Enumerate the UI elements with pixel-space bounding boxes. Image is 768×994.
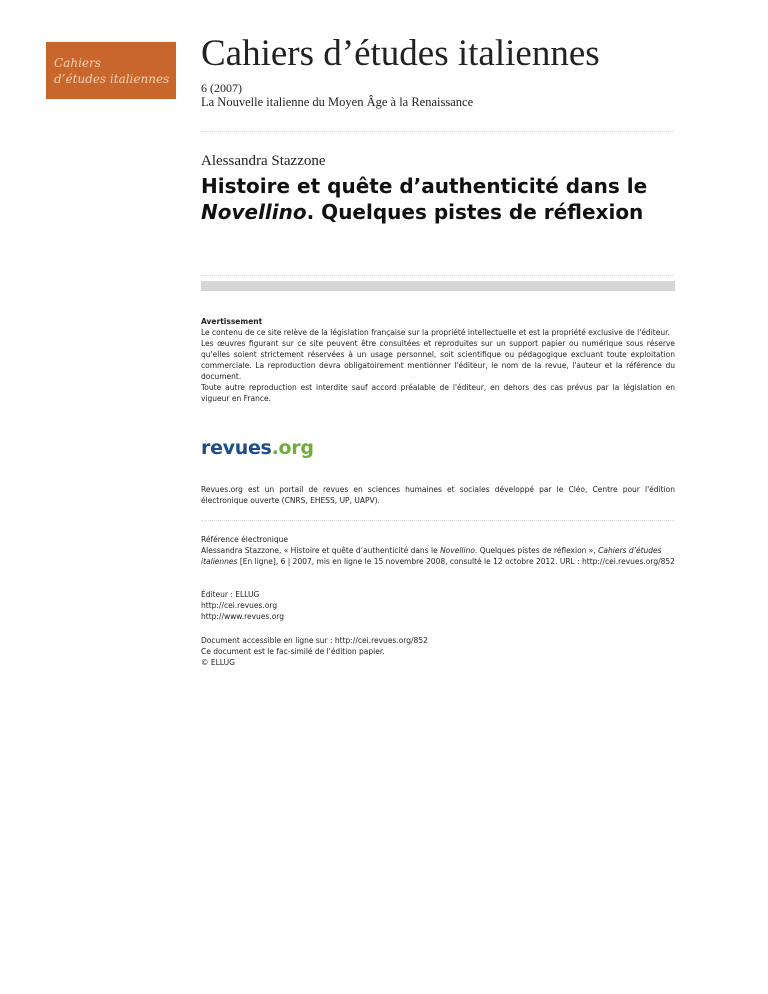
reference-part: Alessandra Stazzone, « Histoire et quête d’authenticité dans le bbox=[201, 546, 441, 555]
reference-part: [En ligne], 6 | 2007, mis en ligne le 15 novembre 2008, consulté le 12 octobre 2012. URL : http://cei.revues.org/852 bbox=[237, 557, 675, 566]
notice-heading: Avertissement bbox=[201, 317, 263, 326]
article-title bbox=[201, 173, 681, 225]
article-author: Alessandra Stazzone bbox=[201, 153, 326, 169]
journal-title: Cahiers d’études italiennes bbox=[201, 33, 600, 74]
electronic-reference bbox=[201, 534, 675, 567]
logo-line-2: d’études italiennes bbox=[54, 72, 170, 86]
notice-paragraph: Le contenu de ce site relève de la législation française sur la propriété intellectuelle et est la propriété exclusive de l'éditeur. bbox=[201, 328, 670, 337]
portal-description: Revues.org est un portail de revues en sciences humaines et sociales développé par le Cléo, Centre pour l'édition électronique ouverte (CNRS, EHESS, UP, UAPV). bbox=[201, 485, 675, 505]
access-url[interactable]: Document accessible en ligne sur : http://cei.revues.org/852 bbox=[201, 636, 428, 645]
article-title-part-2: . Quelques pistes de réflexion bbox=[306, 200, 644, 224]
editor-label: Éditeur : ELLUG bbox=[201, 590, 260, 599]
editor-url-revues[interactable]: http://www.revues.org bbox=[201, 612, 285, 621]
article-title-italic: Novellino bbox=[201, 200, 307, 224]
logo-line-1: Cahiers bbox=[54, 56, 101, 70]
reference-italic: Novellino bbox=[440, 546, 475, 555]
notice-paragraph: Toute autre reproduction est interdite sauf accord préalable de l'éditeur, en dehors des cas prévus par la législation en vigueur en France. bbox=[201, 383, 675, 403]
revues-logo-part-2: .org bbox=[271, 437, 314, 459]
copyright: © ELLUG bbox=[201, 658, 235, 667]
issue-title: La Nouvelle italienne du Moyen Âge à la Renaissance bbox=[201, 95, 474, 109]
divider bbox=[201, 275, 675, 276]
notice-paragraph: Les œuvres figurant sur ce site peuvent être consultées et reproduites sur un support papier ou numérique sous réserve qu'elles soient strictement réservées à un usage personnel, soit scientifique ou pédagogique excluant toute exploitation commerciale. La reproduction devra obligatoirement mentionner l'éditeur, le nom de la revue, l'auteur et la référence du document. bbox=[201, 339, 675, 381]
revues-org-logo[interactable] bbox=[201, 437, 314, 459]
reference-heading: Référence électronique bbox=[201, 535, 289, 544]
journal-logo bbox=[46, 42, 176, 99]
editor-url-cei[interactable]: http://cei.revues.org bbox=[201, 601, 278, 610]
legal-notice bbox=[201, 316, 675, 404]
issue-number: 6 (2007) bbox=[201, 81, 242, 95]
editor-info bbox=[201, 589, 284, 622]
revues-logo-part-1: revues bbox=[201, 437, 272, 459]
reference-part: . Quelques pistes de réflexion », bbox=[474, 546, 599, 555]
article-title-part-1: Histoire et quête d’authenticité dans le bbox=[201, 174, 648, 198]
grey-bar bbox=[201, 281, 675, 291]
reference-text bbox=[201, 545, 675, 567]
divider bbox=[201, 131, 675, 132]
facsimile-note: Ce document est le fac-similé de l'édition papier. bbox=[201, 647, 385, 656]
divider bbox=[201, 520, 675, 521]
reference-italic: Cahiers d’études italiennes bbox=[201, 546, 662, 566]
access-info bbox=[201, 635, 428, 668]
